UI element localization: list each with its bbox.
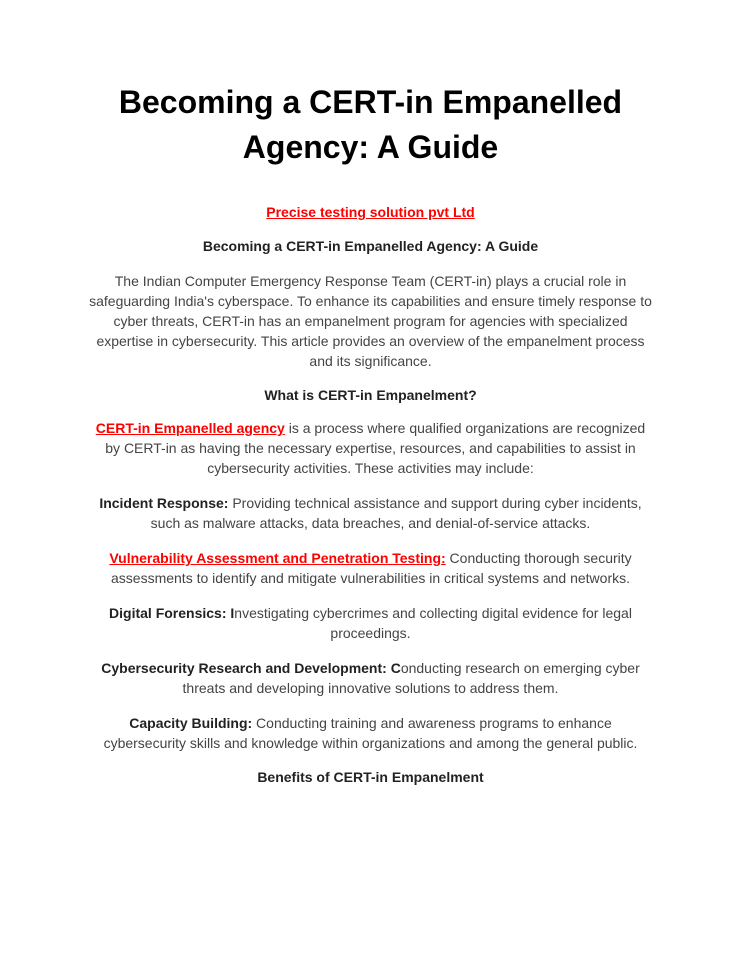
intro-paragraph: The Indian Computer Emergency Response Team (CERT-in) plays a crucial role in safeguarding India's cyberspace. To enhance its capabilities and ensure timely response to cyber threats, CERT-in has an empanelment program for agencies with specialized expertise in cybersecurity. This article provides an overview of the empanelment process and its significance. — [89, 273, 652, 369]
activity-text: Conducting training and awareness programs to enhance cybersecurity skills and knowledge within organizations and among the general public. — [103, 715, 638, 751]
activity-incident-response — [88, 493, 653, 533]
activity-label: Digital Forensics: I — [109, 605, 235, 621]
activity-research-development — [88, 658, 653, 698]
what-is-heading: What is CERT-in Empanelment? — [264, 387, 477, 403]
benefits-heading: Benefits of CERT-in Empanelment — [257, 769, 484, 785]
activity-text: Providing technical assistance and support during cyber incidents, such as malware attacks, data breaches, and denial-of-service attacks. — [150, 495, 642, 531]
what-is-paragraph — [88, 418, 653, 478]
activity-capacity-building — [88, 713, 653, 753]
activity-label: Incident Response: — [99, 495, 229, 511]
vapt-link[interactable]: Vulnerability Assessment and Penetration Testing: — [109, 550, 446, 566]
document-subtitle: Becoming a CERT-in Empanelled Agency: A Guide — [202, 238, 539, 254]
activity-vapt — [88, 548, 653, 588]
company-link[interactable]: Precise testing solution pvt Ltd — [266, 204, 475, 220]
activity-label: Capacity Building: — [129, 715, 253, 731]
activity-digital-forensics — [88, 603, 653, 643]
activity-text: onducting research on emerging cyber threats and developing innovative solutions to address them. — [182, 660, 640, 696]
what-is-text: is a process where qualified organizations are recognized by CERT-in as having the necessary expertise, resources, and capabilities to assist in cybersecurity activities. These activities may include: — [105, 420, 646, 476]
page-title: Becoming a CERT-in Empanelled Agency: A Guide — [118, 84, 623, 165]
activity-text: nvestigating cybercrimes and collecting digital evidence for legal proceedings. — [234, 605, 632, 641]
cert-in-empanelled-agency-link[interactable]: CERT-in Empanelled agency — [95, 420, 285, 436]
activity-text: Conducting thorough security assessments to identify and mitigate vulnerabilities in critical systems and networks. — [111, 550, 632, 586]
activity-label: Cybersecurity Research and Development: C — [101, 660, 401, 676]
